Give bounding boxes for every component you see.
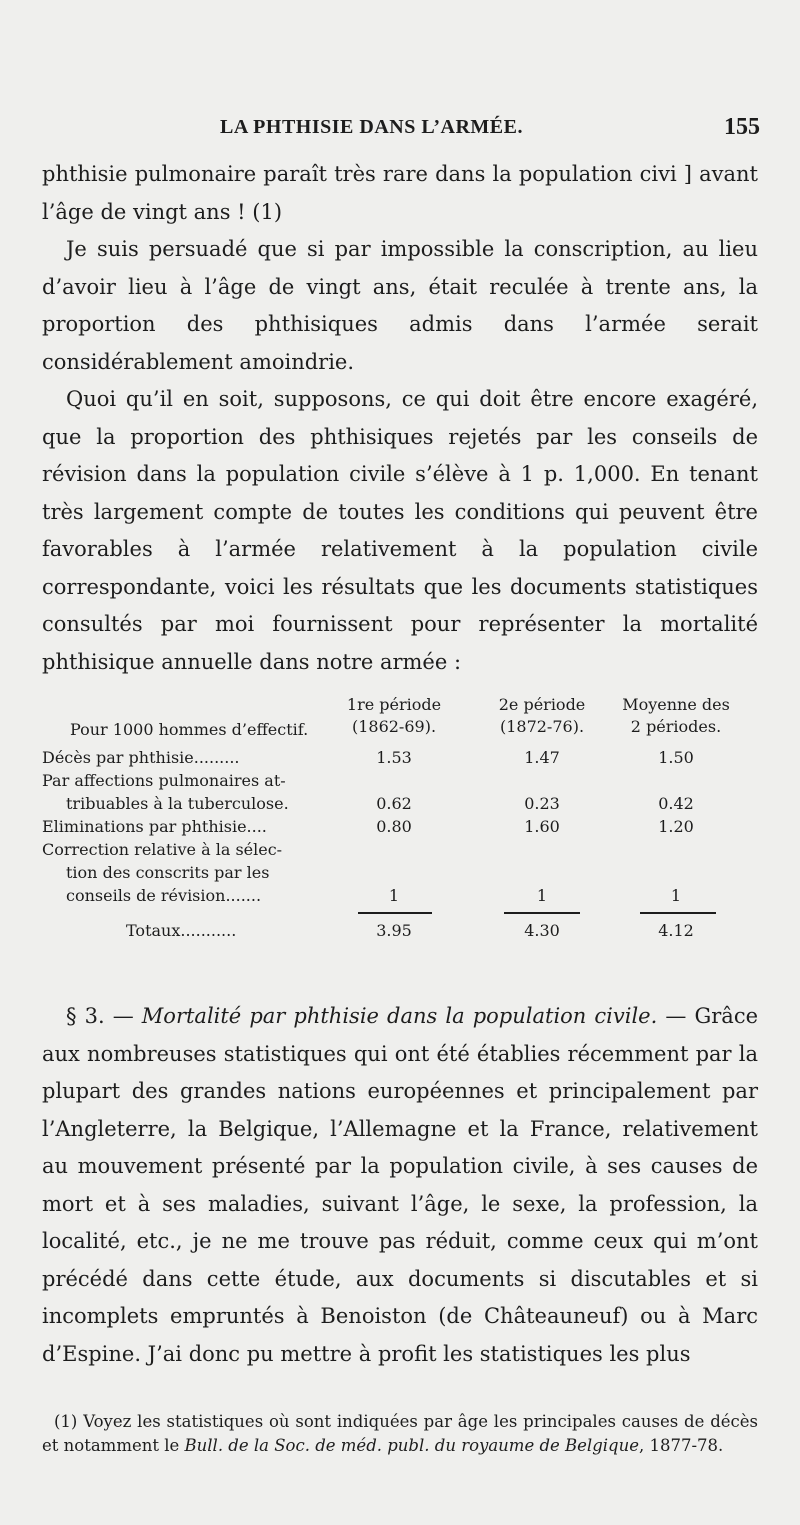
cell-value: 0.80: [376, 817, 412, 836]
row-header-label: Pour 1000 hommes d’effectif.: [70, 720, 309, 739]
table-row: [42, 815, 758, 838]
column-header-period-2: [482, 694, 602, 738]
section-body: Grâce aux nombreuses statistiques qui ont été établies récemment par la plupart des grandes nations européennes et principalement par l’Angleterre, la Belgique, l’Allemagne et la France, relativement au mouvement présenté par la population civile, à ses causes de mort et à ses maladies, suivant l’âge, le sexe, la profession, la localité, etc., je ne me trouve pas réduit, comme ceux qui m’ont précédé dans cette étude, aux documents si discutables et si incomplets empruntés à Benoiston (de Châteauneuf) ou à Marc d’Espine. J’ai donc pu mettre à profit les statistiques les plus: [42, 1004, 759, 1366]
column-header-period-1: [334, 694, 454, 738]
page-header: [40, 116, 760, 146]
section-title: Mortalité par phthisie dans la population civile.: [141, 1004, 658, 1028]
paragraph: Quoi qu’il en soit, supposons, ce qui doit être encore exagéré, que la proportion des phthisiques rejetés par les conseils de révision dans la population civile s’élève à 1 p. 1,000. En tenant très largement compte de toutes les conditions qui peuvent être favorables à l’armée relativement à la population civile correspondante, voici les résultats que les documents statistiques consultés par moi fournissent pour représenter la mortalité phthisique annuelle dans notre armée :: [42, 387, 758, 674]
sum-rule: [640, 912, 716, 914]
row-label: Eliminations par phthisie....: [42, 817, 267, 836]
rule-row: [42, 907, 758, 919]
row-label: Décès par phthisie.........: [42, 748, 240, 767]
cell-value: 1.50: [658, 748, 694, 767]
row-label: conseils de révision.......: [66, 886, 262, 905]
total-value: 4.30: [524, 921, 560, 940]
table-header: [42, 694, 758, 746]
column-header-line: 2e période: [498, 695, 586, 714]
paragraph: phthisie pulmonaire paraît très rare dans la population civi ] avant l’âge de vingt ans ! (1): [42, 162, 758, 224]
cell-value: 0.23: [524, 794, 560, 813]
table-row: [42, 769, 758, 792]
cell-value: 1: [388, 886, 400, 905]
mortality-table: [42, 694, 758, 942]
cell-value: 1.53: [376, 748, 412, 767]
footnote-reference: Bull. de la Soc. de méd. publ. du royaume de Belgique: [184, 1436, 639, 1455]
table-row: [42, 861, 758, 884]
table-row: [42, 746, 758, 769]
cell-value: 1.47: [524, 748, 560, 767]
section-dash: —: [657, 1004, 687, 1028]
running-title: LA PHTHISIE DANS L’ARMÉE.: [220, 116, 523, 138]
column-header-line: 2 périodes.: [630, 717, 722, 736]
table-row: [42, 884, 758, 907]
column-header-line: (1872-76).: [499, 717, 585, 736]
total-value: 4.12: [658, 921, 694, 940]
sum-rule: [504, 912, 580, 914]
row-label: tion des conscrits par les: [66, 863, 270, 882]
footnote-tail: , 1877-78.: [639, 1436, 724, 1455]
cell-value: 1: [536, 886, 548, 905]
page-number: 155: [724, 114, 760, 140]
cell-value: 1.20: [658, 817, 694, 836]
column-header-line: 1re période: [346, 695, 442, 714]
cell-value: 0.62: [376, 794, 412, 813]
footnote: [42, 1410, 758, 1458]
paragraph: Je suis persuadé que si par impossible la conscription, au lieu d’avoir lieu à l’âge de vingt ans, était reculée à trente ans, la proportion des phthisiques admis dans l’armée serait considérablement amoindrie.: [42, 237, 758, 374]
row-label: Par affections pulmonaires at-: [42, 771, 286, 790]
footnote-text: (1) Voyez les statistiques où sont indiquées par âge les principales causes de décès et notamment le: [42, 1412, 758, 1455]
section-paragraph: [42, 998, 758, 1373]
cell-value: 1: [670, 886, 682, 905]
column-header-average: [616, 694, 736, 738]
table-row: [42, 838, 758, 861]
row-label: tribuables à la tuberculose.: [66, 794, 289, 813]
body-text-top: [42, 156, 758, 681]
table-total-row: [42, 919, 758, 942]
cell-value: 0.42: [658, 794, 694, 813]
row-label: Correction relative à la sélec-: [42, 840, 283, 859]
body-text-section-3: [42, 998, 758, 1373]
cell-value: 1.60: [524, 817, 560, 836]
column-header-line: Moyenne des: [622, 695, 730, 714]
section-number: § 3. —: [66, 1004, 134, 1028]
table-row: [42, 792, 758, 815]
sum-rule: [358, 912, 432, 914]
total-value: 3.95: [376, 921, 412, 940]
footnote-paragraph: [42, 1410, 758, 1458]
total-label: Totaux...........: [126, 921, 237, 940]
column-header-line: (1862-69).: [351, 717, 437, 736]
